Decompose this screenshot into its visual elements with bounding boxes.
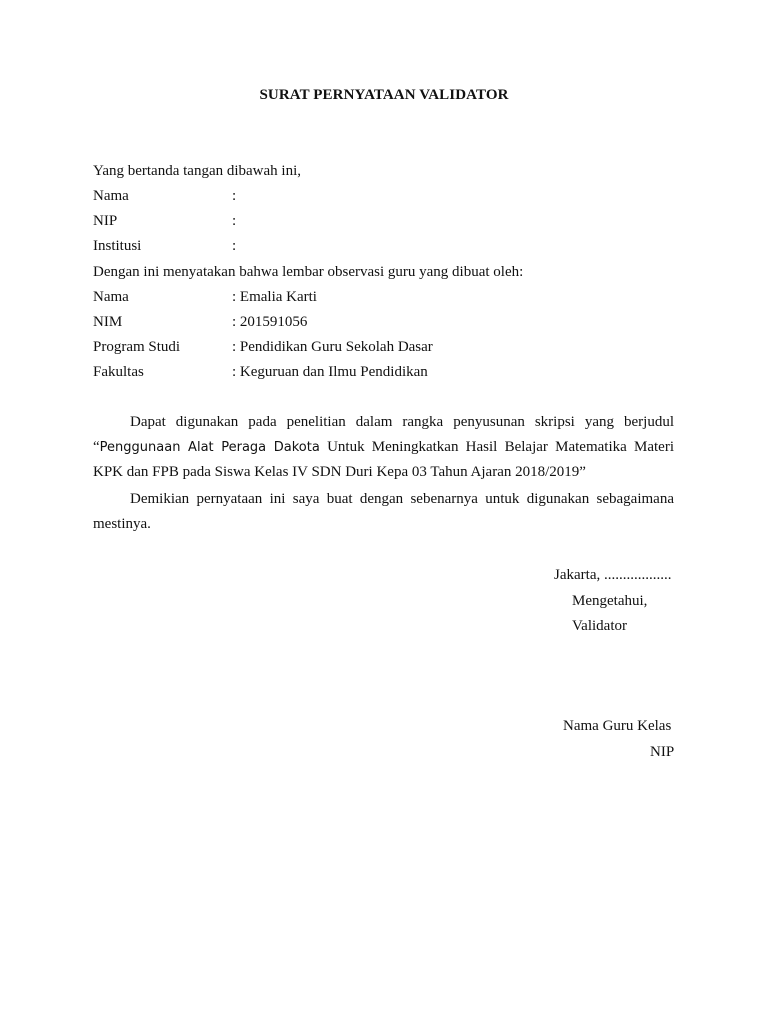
signer-nip-label: NIP [650, 744, 675, 760]
field-value: : Emalia Karti [232, 289, 317, 305]
field-label: Institusi [93, 238, 142, 254]
signer-name: Nama Guru Kelas [563, 718, 672, 734]
author-field-nama [93, 287, 673, 307]
field-label: Nama [93, 289, 129, 305]
author-field-nim [93, 312, 673, 332]
field-value: : [232, 238, 237, 254]
intro-text: Yang bertanda tangan dibawah ini, [93, 163, 302, 179]
field-value: : 201591056 [232, 314, 308, 330]
field-label: Fakultas [93, 364, 144, 380]
open-quote: “ [93, 439, 100, 455]
field-value: : [232, 213, 237, 229]
paragraph-1-line-3: KPK dan FPB pada Siswa Kelas IV SDN Duri Kepa 03 Tahun Ajaran 2018/2019” [93, 464, 586, 480]
paragraph-2-line-2: mestinya. [93, 516, 151, 532]
acknowledged-label: Mengetahui, [572, 593, 648, 609]
field-value: : [232, 188, 237, 204]
validator-field-nama [93, 186, 673, 206]
field-label: Program Studi [93, 339, 181, 355]
author-field-program-studi [93, 337, 673, 357]
validator-field-nip [93, 211, 673, 231]
field-label: NIP [93, 213, 118, 229]
validator-role: Validator [572, 618, 627, 634]
paragraph-1-line-1: Dapat digunakan pada penelitian dalam rangka penyusunan skripsi yang berjudul [130, 414, 674, 430]
place-date: Jakarta, .................. [554, 567, 672, 583]
validator-field-institusi [93, 236, 673, 256]
thesis-title-start: Penggunaan Alat Peraga Dakota [99, 440, 320, 455]
field-label: NIM [93, 314, 123, 330]
paragraph-2-line-1: Demikian pernyataan ini saya buat dengan sebenarnya untuk digunakan sebagaimana [130, 491, 674, 507]
author-field-fakultas [93, 362, 673, 382]
document-title: SURAT PERNYATAAN VALIDATOR [259, 87, 509, 103]
statement-text: Dengan ini menyatakan bahwa lembar observasi guru yang dibuat oleh: [93, 264, 524, 280]
thesis-title-rest: Untuk Meningkatkan Hasil Belajar Matematika Materi [319, 439, 674, 455]
paragraph-1-line-2 [93, 437, 674, 458]
field-value: : Keguruan dan Ilmu Pendidikan [232, 364, 428, 380]
field-label: Nama [93, 188, 129, 204]
field-value: : Pendidikan Guru Sekolah Dasar [232, 339, 433, 355]
